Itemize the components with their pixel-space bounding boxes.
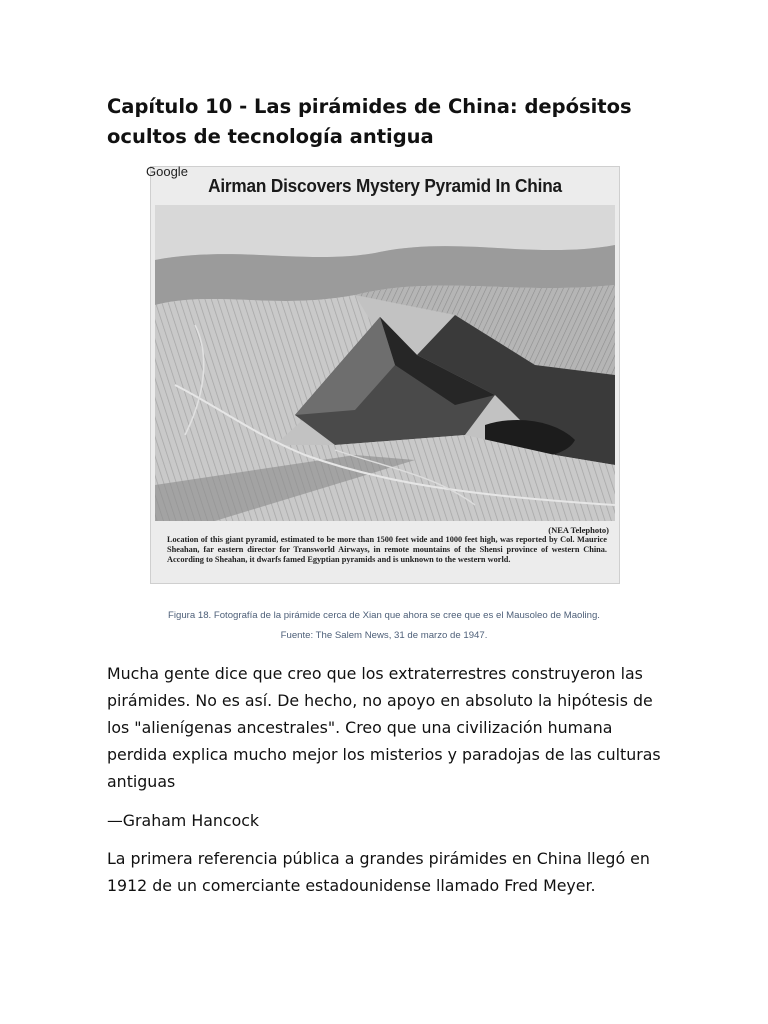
printed-caption: Location of this giant pyramid, estimated to be more than 1500 feet wide and 1000 feet high, was reported by Col. Maurice Sheahan, far eastern director for Transworld Airways, in remote mountains of the Shensi province of western China. According to Sheahan, it dwarfs famed Egyptian pyramids and is unknown to the western world. — [167, 535, 607, 564]
quote-attribution: —Graham Hancock — [107, 811, 260, 830]
body-paragraph: La primera referencia pública a grandes pirámides en China llegó en 1912 de un comerciante estadounidense llamado Fred Meyer. — [107, 849, 650, 895]
google-watermark: Google — [146, 164, 188, 179]
figure-caption — [130, 606, 638, 646]
clipping-headline: Airman Discovers Mystery Pyramid In China — [208, 175, 562, 196]
figure-source-line: Fuente: The Salem News, 31 de marzo de 1947. — [280, 630, 488, 641]
chapter-title: Capítulo 10 - Las pirámides de China: depósitos ocultos de tecnología antigua — [107, 95, 632, 148]
quote-text: Mucha gente dice que creo que los extraterrestres construyeron las pirámides. No es así. De hecho, no apoyo en absoluto la hipótesis de los "alienígenas ancestrales". Creo que una civilización humana perdida explica mucho mejor los misterios y paradojas de las culturas antiguas — [107, 664, 661, 791]
figure-caption-line: Figura 18. Fotografía de la pirámide cerca de Xian que ahora se cree que es el Mausoleo de Maoling. — [168, 610, 600, 621]
pyramid-aerial-photo — [155, 205, 615, 521]
photo-credit: (NEA Telephoto) — [548, 525, 609, 535]
aerial-photo-image — [155, 205, 615, 521]
newspaper-clipping — [150, 166, 620, 584]
